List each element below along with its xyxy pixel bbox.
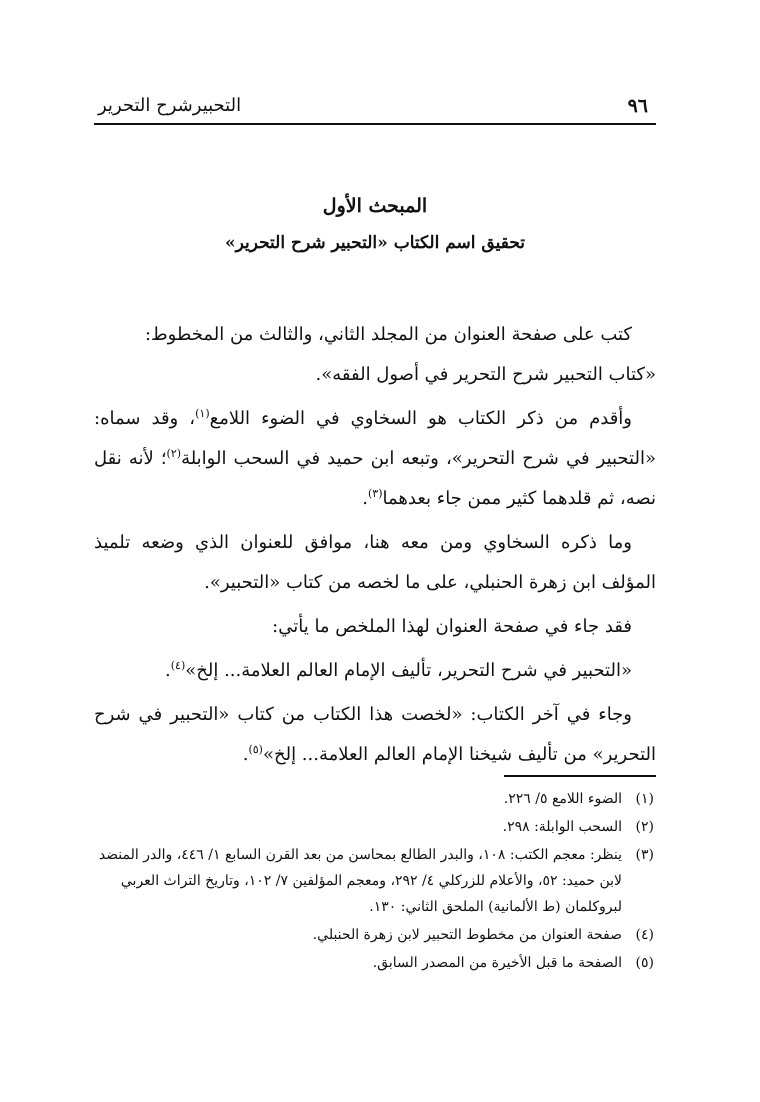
paragraph-2-part-a: وأقدم من ذكر الكتاب هو السخاوي في الضوء اللامع (209, 408, 633, 429)
footnote-text: صفحة العنوان من مخطوط التحبير لابن زهرة الحنبلي. (312, 927, 622, 943)
footnote-marker-4[interactable]: (٤) (170, 659, 186, 672)
footnote-number: (٥) (635, 955, 654, 971)
footnotes (94, 786, 656, 978)
footnote-1 (94, 786, 656, 812)
footnote-text: السحب الوابلة: ٢٩٨. (502, 819, 622, 835)
footnote-text: الضوء اللامع ٥/ ٢٢٦. (503, 791, 622, 807)
paragraph-1-line-1: كتب على صفحة العنوان من المجلد الثاني، والثالث من المخطوط: (144, 324, 632, 345)
main-text (94, 315, 656, 779)
paragraph-1-line-2: «كتاب التحبير شرح التحرير في أصول الفقه». (315, 364, 656, 385)
running-title: التحبيرشرح التحرير (98, 95, 242, 116)
footnote-number: (٣) (635, 847, 654, 863)
footnote-2 (94, 814, 656, 840)
footnote-number: (٢) (635, 819, 654, 835)
paragraph-6 (94, 695, 656, 775)
footnote-3 (94, 842, 656, 920)
paragraph-3: وما ذكره السخاوي ومن معه هنا، موافق للعنوان الذي وضعه تلميذ المؤلف ابن زهرة الحنبلي، على ما لخصه من كتاب «التحبير». (94, 532, 656, 593)
footnote-number: (٤) (635, 927, 654, 943)
paragraph-1 (94, 315, 656, 395)
footnote-separator (504, 775, 656, 777)
paragraph-4: فقد جاء في صفحة العنوان لهذا الملخص ما يأتي: (272, 616, 632, 637)
footnote-marker-5[interactable]: (٥) (248, 743, 263, 756)
paragraph-5 (94, 651, 656, 691)
paragraph-2-part-b: ، وقد سماه: «التحبير في شرح التحرير»، وتبعه ابن حميد في السحب الوابلة (94, 408, 656, 469)
footnote-5 (94, 950, 656, 976)
paragraph-5-end: . (164, 660, 171, 681)
page-number: ٩٦ (627, 95, 648, 117)
paragraph-6-text: وجاء في آخر الكتاب: «لخصت هذا الكتاب من كتاب «التحبير في شرح التحرير» من تأليف شيخنا الإمام العالم العلامة... إلخ» (94, 704, 656, 765)
paragraph-5-quote: «التحبير في شرح التحرير، تأليف الإمام العالم العلامة... إلخ» (185, 660, 632, 681)
section-subtitle: تحقيق اسم الكتاب «التحبير شرح التحرير» (224, 233, 526, 253)
running-header (94, 93, 656, 125)
footnote-marker-1[interactable]: (١) (195, 407, 210, 420)
footnote-marker-3[interactable]: (٣) (367, 487, 383, 500)
paragraph-6-end: . (242, 744, 249, 765)
paragraph-2 (94, 399, 656, 519)
paragraph-2-part-c: ؛ لأنه نقل نصه، ثم قلدهما كثير ممن جاء بعدهما (94, 448, 656, 509)
footnote-4 (94, 922, 656, 948)
footnote-text: ينظر: معجم الكتب: ١٠٨، والبدر الطالع بمحاسن من بعد القرن السابع ١/ ٤٤٦، والدر المنضد لابن حميد: ٥٢، والأعلام للزركلي ٤/ ٢٩٢، ومعجم المؤلفين ٧/ ١٠٢، وتاريخ التراث العربي لبروكلمان (ط الألمانية) الملحق الثاني: ١٣٠. (98, 847, 622, 915)
footnote-text: الصفحة ما قبل الأخيرة من المصدر السابق. (372, 955, 622, 971)
section-title: المبحث الأول (322, 195, 428, 217)
footnote-number: (١) (635, 791, 654, 807)
footnote-marker-2[interactable]: (٢) (166, 447, 182, 460)
paragraph-2-part-d: . (362, 488, 368, 509)
